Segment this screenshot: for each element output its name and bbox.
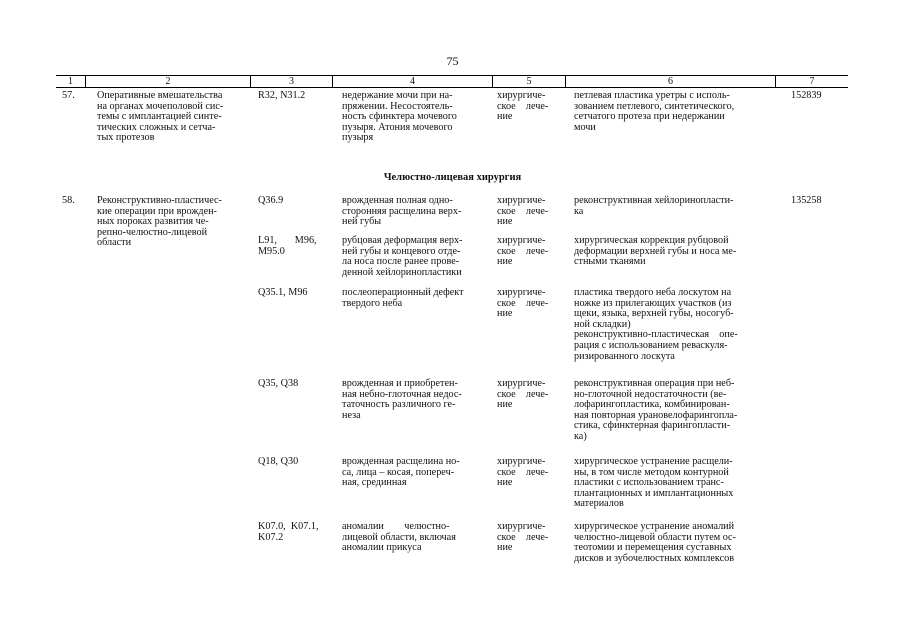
sub5-treatment: хирургиче- ское лече- ние: [497, 456, 549, 489]
sub3-method: пластика твердого неба лоскутом на ножке из прилегающих участков (из щеки, языка, верхней губы, носогуб- ной складки) реконструктивно-пластическая опе- рация с использованием реваскуля- ризированного лоскута: [574, 287, 738, 362]
column-number-row: [56, 76, 848, 88]
col-num-4: 4: [333, 76, 493, 87]
sub3-codes: Q35.1, M96: [258, 287, 308, 298]
sub4-codes: Q35, Q38: [258, 378, 299, 389]
row57-number: 57.: [62, 90, 75, 101]
sub1-model: врожденная полная одно- сторонняя расщелина верх- ней губы: [342, 195, 462, 228]
row58-name: Реконструктивно-пластичес- кие операции при врожден- ных пороках развития че- репно-челюстно-лицевой области: [97, 195, 222, 249]
row57-treatment: хирургиче- ское лече- ние: [497, 90, 549, 123]
sub2-codes: L91, M96, M95.0: [258, 235, 317, 257]
sub4-method: реконструктивная операция при неб- но-глоточной недостаточности (ве- лофарингопластика, комбинирован- ная повторная урановелофарингопла- стика, сфинктерная фарингопласти- ка): [574, 378, 738, 442]
sub4-treatment: хирургиче- ское лече- ние: [497, 378, 549, 411]
sub2-method: хирургическая коррекция рубцовой деформации верхней губы и носа ме- стными тканями: [574, 235, 737, 268]
row57-codes: R32, N31.2: [258, 90, 306, 101]
sub6-model: аномалии челюстно- лицевой области, включая аномалии прикуса: [342, 521, 456, 554]
sub5-codes: Q18, Q30: [258, 456, 299, 467]
col-num-3: 3: [251, 76, 333, 87]
row57-cost: 152839: [791, 90, 822, 101]
sub6-method: хирургическое устранение аномалий челюстно-лицевой области путем ос- теотомии и перемещения суставных дисков и зубочелюстных комплексов: [574, 521, 736, 564]
row58-number: 58.: [62, 195, 75, 206]
sub5-method: хирургическое устранение расщели- ны, в том числе методом контурной пластики с использованием транс- плантационных и имплантационных материалов: [574, 456, 734, 510]
page-number: 75: [446, 54, 459, 68]
sub4-model: врожденная и приобретен- ная небно-глоточная недос- таточность различного ге- неза: [342, 378, 462, 421]
col-num-6: 6: [566, 76, 776, 87]
section-title: Челюстно-лицевая хирургия: [383, 172, 522, 183]
col-num-7: 7: [809, 76, 815, 87]
sub6-treatment: хирургиче- ское лече- ние: [497, 521, 549, 554]
sub3-treatment: хирургиче- ское лече- ние: [497, 287, 549, 320]
sub6-codes: K07.0, K07.1, K07.2: [258, 521, 319, 543]
row57-model: недержание мочи при на- пряжении. Несостоятель- ность сфинктера мочевого пузыря. Атония мочевого пузыря: [342, 90, 457, 144]
sub2-treatment: хирургиче- ское лече- ние: [497, 235, 549, 268]
sub2-model: рубцовая деформация верх- ней губы и концевого отде- ла носа после ранее прове- денной хейлоринопластики: [342, 235, 463, 278]
sub3-model: послеоперационный дефект твердого неба: [342, 287, 464, 309]
row57-method: петлевая пластика уретры с исполь- зованием петлевого, синтетического, сетчатого протеза при недержании мочи: [574, 90, 735, 133]
sub1-codes: Q36.9: [258, 195, 284, 206]
col-num-5: 5: [493, 76, 566, 87]
col-num-1: 1: [56, 76, 86, 87]
row57-name: Оперативные вмешательства на органах мочеполовой сис- темы с имплантацией синте- тических сложных и сетча- тых протезов: [97, 90, 224, 144]
sub1-treatment: хирургиче- ское лече- ние: [497, 195, 549, 228]
row58-cost: 135258: [791, 195, 822, 206]
sub5-model: врожденная расщелина но- са, лица – косая, попереч- ная, срединная: [342, 456, 460, 489]
col-num-2: 2: [86, 76, 251, 87]
sub1-method: реконструктивная хейлоринопласти- ка: [574, 195, 734, 217]
